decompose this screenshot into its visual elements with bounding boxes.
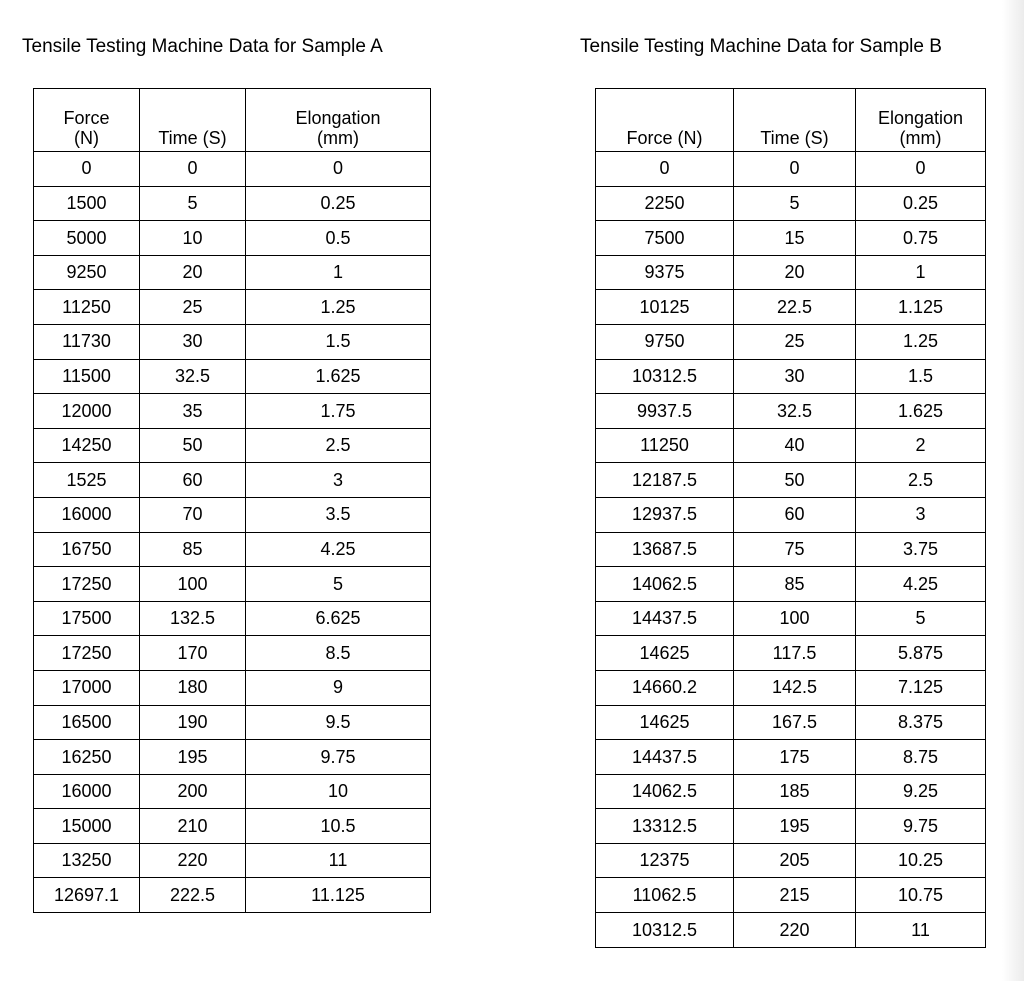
force-cell: 13312.5 <box>596 809 734 844</box>
time-cell: 35 <box>140 394 246 429</box>
elongation-cell: 0.75 <box>856 221 986 256</box>
elongation-cell: 4.25 <box>246 532 431 567</box>
table-row <box>596 152 986 187</box>
table-row <box>596 394 986 429</box>
elongation-column-header <box>856 89 986 152</box>
elongation-cell: 1.625 <box>246 359 431 394</box>
table-row <box>596 532 986 567</box>
time-cell: 117.5 <box>734 636 856 671</box>
time-cell: 5 <box>734 186 856 221</box>
force-cell: 14437.5 <box>596 740 734 775</box>
elongation-cell: 1 <box>856 255 986 290</box>
force-cell: 13250 <box>34 843 140 878</box>
force-cell: 15000 <box>34 809 140 844</box>
table-row <box>34 601 431 636</box>
table-row <box>34 186 431 221</box>
force-cell: 16250 <box>34 740 140 775</box>
table-row <box>596 497 986 532</box>
elongation-cell: 9.75 <box>856 809 986 844</box>
time-cell: 205 <box>734 843 856 878</box>
elongation-cell: 6.625 <box>246 601 431 636</box>
table-row <box>596 463 986 498</box>
table-row <box>34 394 431 429</box>
time-cell: 85 <box>140 532 246 567</box>
time-cell: 60 <box>140 463 246 498</box>
elongation-cell: 1.75 <box>246 394 431 429</box>
time-cell: 132.5 <box>140 601 246 636</box>
table-row <box>34 705 431 740</box>
force-cell: 12375 <box>596 843 734 878</box>
time-cell: 25 <box>140 290 246 325</box>
table-row <box>34 843 431 878</box>
force-cell: 2250 <box>596 186 734 221</box>
time-cell: 0 <box>140 152 246 187</box>
time-cell: 167.5 <box>734 705 856 740</box>
sample-b-title: Tensile Testing Machine Data for Sample B <box>580 36 942 57</box>
elongation-cell: 5.875 <box>856 636 986 671</box>
elongation-cell: 1.625 <box>856 394 986 429</box>
force-cell: 10312.5 <box>596 359 734 394</box>
elongation-cell: 10.75 <box>856 878 986 913</box>
time-cell: 10 <box>140 221 246 256</box>
elongation-cell: 9.75 <box>246 740 431 775</box>
force-cell: 5000 <box>34 221 140 256</box>
force-cell: 9937.5 <box>596 394 734 429</box>
force-cell: 16500 <box>34 705 140 740</box>
time-cell: 222.5 <box>140 878 246 913</box>
table-row <box>34 670 431 705</box>
elongation-cell: 5 <box>246 567 431 602</box>
table-row <box>596 567 986 602</box>
table-row <box>34 809 431 844</box>
time-cell: 75 <box>734 532 856 567</box>
elongation-cell: 5 <box>856 601 986 636</box>
table-row <box>596 705 986 740</box>
elongation-cell: 7.125 <box>856 670 986 705</box>
sample-a-table <box>33 88 431 913</box>
elongation-cell: 0.5 <box>246 221 431 256</box>
elongation-cell: 0 <box>856 152 986 187</box>
time-cell: 0 <box>734 152 856 187</box>
elongation-cell: 1.25 <box>246 290 431 325</box>
elongation-header-line1: Elongation <box>877 107 964 128</box>
elongation-cell: 11.125 <box>246 878 431 913</box>
table-row <box>34 359 431 394</box>
time-cell: 85 <box>734 567 856 602</box>
elongation-cell: 0.25 <box>856 186 986 221</box>
time-cell: 60 <box>734 497 856 532</box>
table-row <box>596 809 986 844</box>
force-cell: 14062.5 <box>596 774 734 809</box>
table-row <box>596 324 986 359</box>
time-cell: 40 <box>734 428 856 463</box>
force-header-line2: (N) <box>74 128 99 149</box>
time-cell: 50 <box>140 428 246 463</box>
table-row <box>34 774 431 809</box>
time-cell: 20 <box>140 255 246 290</box>
force-cell: 11730 <box>34 324 140 359</box>
force-cell: 12697.1 <box>34 878 140 913</box>
table-row <box>596 670 986 705</box>
elongation-cell: 0 <box>246 152 431 187</box>
elongation-cell: 10 <box>246 774 431 809</box>
force-cell: 11062.5 <box>596 878 734 913</box>
table-row <box>596 913 986 948</box>
force-cell: 16750 <box>34 532 140 567</box>
table-row <box>596 428 986 463</box>
elongation-cell: 11 <box>246 843 431 878</box>
force-column-header <box>34 89 140 152</box>
elongation-cell: 3 <box>246 463 431 498</box>
elongation-cell: 9 <box>246 670 431 705</box>
time-cell: 210 <box>140 809 246 844</box>
force-cell: 9750 <box>596 324 734 359</box>
elongation-header-line2: (mm) <box>317 128 359 149</box>
time-cell: 100 <box>140 567 246 602</box>
table-row <box>596 359 986 394</box>
table-row <box>596 601 986 636</box>
force-cell: 17250 <box>34 567 140 602</box>
elongation-cell: 1.125 <box>856 290 986 325</box>
table-row <box>34 878 431 913</box>
table-row <box>596 774 986 809</box>
elongation-header-line1: Elongation <box>295 107 381 128</box>
force-column-header: Force (N) <box>596 89 734 152</box>
force-cell: 14062.5 <box>596 567 734 602</box>
elongation-column-header <box>246 89 431 152</box>
elongation-cell: 1.5 <box>246 324 431 359</box>
force-cell: 14625 <box>596 705 734 740</box>
time-cell: 20 <box>734 255 856 290</box>
time-cell: 175 <box>734 740 856 775</box>
table-row <box>596 221 986 256</box>
force-cell: 7500 <box>596 221 734 256</box>
sample-b-table <box>595 88 986 948</box>
elongation-cell: 2.5 <box>246 428 431 463</box>
elongation-cell: 11 <box>856 913 986 948</box>
force-cell: 0 <box>34 152 140 187</box>
time-cell: 15 <box>734 221 856 256</box>
force-cell: 12187.5 <box>596 463 734 498</box>
force-cell: 1525 <box>34 463 140 498</box>
table-row <box>34 324 431 359</box>
table-row <box>596 186 986 221</box>
time-cell: 30 <box>734 359 856 394</box>
elongation-cell: 10.5 <box>246 809 431 844</box>
elongation-cell: 8.375 <box>856 705 986 740</box>
time-cell: 142.5 <box>734 670 856 705</box>
table-row <box>34 290 431 325</box>
table-row <box>596 255 986 290</box>
table-row <box>34 463 431 498</box>
force-cell: 14660.2 <box>596 670 734 705</box>
table-row <box>596 636 986 671</box>
table-row <box>34 497 431 532</box>
elongation-cell: 8.5 <box>246 636 431 671</box>
force-cell: 14250 <box>34 428 140 463</box>
sample-a-title: Tensile Testing Machine Data for Sample A <box>22 36 383 57</box>
force-cell: 14437.5 <box>596 601 734 636</box>
force-cell: 17500 <box>34 601 140 636</box>
force-cell: 10312.5 <box>596 913 734 948</box>
table-row <box>34 152 431 187</box>
time-cell: 185 <box>734 774 856 809</box>
force-cell: 17000 <box>34 670 140 705</box>
time-column-header: Time (S) <box>140 89 246 152</box>
elongation-cell: 2 <box>856 428 986 463</box>
elongation-cell: 0.25 <box>246 186 431 221</box>
force-cell: 14625 <box>596 636 734 671</box>
time-cell: 170 <box>140 636 246 671</box>
time-cell: 200 <box>140 774 246 809</box>
table-row <box>34 740 431 775</box>
page-edge-shadow <box>1002 0 1024 981</box>
time-cell: 220 <box>734 913 856 948</box>
elongation-cell: 3.75 <box>856 532 986 567</box>
table-row <box>34 567 431 602</box>
table-row <box>34 636 431 671</box>
force-cell: 0 <box>596 152 734 187</box>
elongation-cell: 9.25 <box>856 774 986 809</box>
time-cell: 50 <box>734 463 856 498</box>
force-header-line1: Force <box>63 107 110 128</box>
force-cell: 11250 <box>34 290 140 325</box>
force-cell: 12000 <box>34 394 140 429</box>
table-row <box>596 878 986 913</box>
time-cell: 195 <box>140 740 246 775</box>
elongation-cell: 8.75 <box>856 740 986 775</box>
time-cell: 25 <box>734 324 856 359</box>
time-cell: 32.5 <box>140 359 246 394</box>
elongation-cell: 9.5 <box>246 705 431 740</box>
time-cell: 190 <box>140 705 246 740</box>
elongation-cell: 1 <box>246 255 431 290</box>
force-cell: 13687.5 <box>596 532 734 567</box>
elongation-cell: 1.25 <box>856 324 986 359</box>
elongation-cell: 10.25 <box>856 843 986 878</box>
force-cell: 1500 <box>34 186 140 221</box>
time-cell: 30 <box>140 324 246 359</box>
elongation-header-line2: (mm) <box>899 128 942 149</box>
elongation-cell: 2.5 <box>856 463 986 498</box>
force-cell: 17250 <box>34 636 140 671</box>
force-cell: 12937.5 <box>596 497 734 532</box>
table-row <box>34 428 431 463</box>
elongation-cell: 3 <box>856 497 986 532</box>
time-cell: 100 <box>734 601 856 636</box>
time-cell: 220 <box>140 843 246 878</box>
time-cell: 70 <box>140 497 246 532</box>
elongation-cell: 3.5 <box>246 497 431 532</box>
force-cell: 16000 <box>34 497 140 532</box>
table-row <box>34 532 431 567</box>
table-row <box>596 290 986 325</box>
force-cell: 11250 <box>596 428 734 463</box>
force-cell: 11500 <box>34 359 140 394</box>
time-cell: 195 <box>734 809 856 844</box>
force-cell: 9250 <box>34 255 140 290</box>
table-row <box>34 255 431 290</box>
force-cell: 16000 <box>34 774 140 809</box>
time-cell: 215 <box>734 878 856 913</box>
table-row <box>34 221 431 256</box>
time-cell: 5 <box>140 186 246 221</box>
table-header-row <box>34 89 431 152</box>
table-row <box>596 843 986 878</box>
table-row <box>596 740 986 775</box>
table-header-row <box>596 89 986 152</box>
elongation-cell: 4.25 <box>856 567 986 602</box>
time-cell: 32.5 <box>734 394 856 429</box>
time-cell: 180 <box>140 670 246 705</box>
elongation-cell: 1.5 <box>856 359 986 394</box>
force-cell: 10125 <box>596 290 734 325</box>
force-cell: 9375 <box>596 255 734 290</box>
time-column-header: Time (S) <box>734 89 856 152</box>
time-cell: 22.5 <box>734 290 856 325</box>
